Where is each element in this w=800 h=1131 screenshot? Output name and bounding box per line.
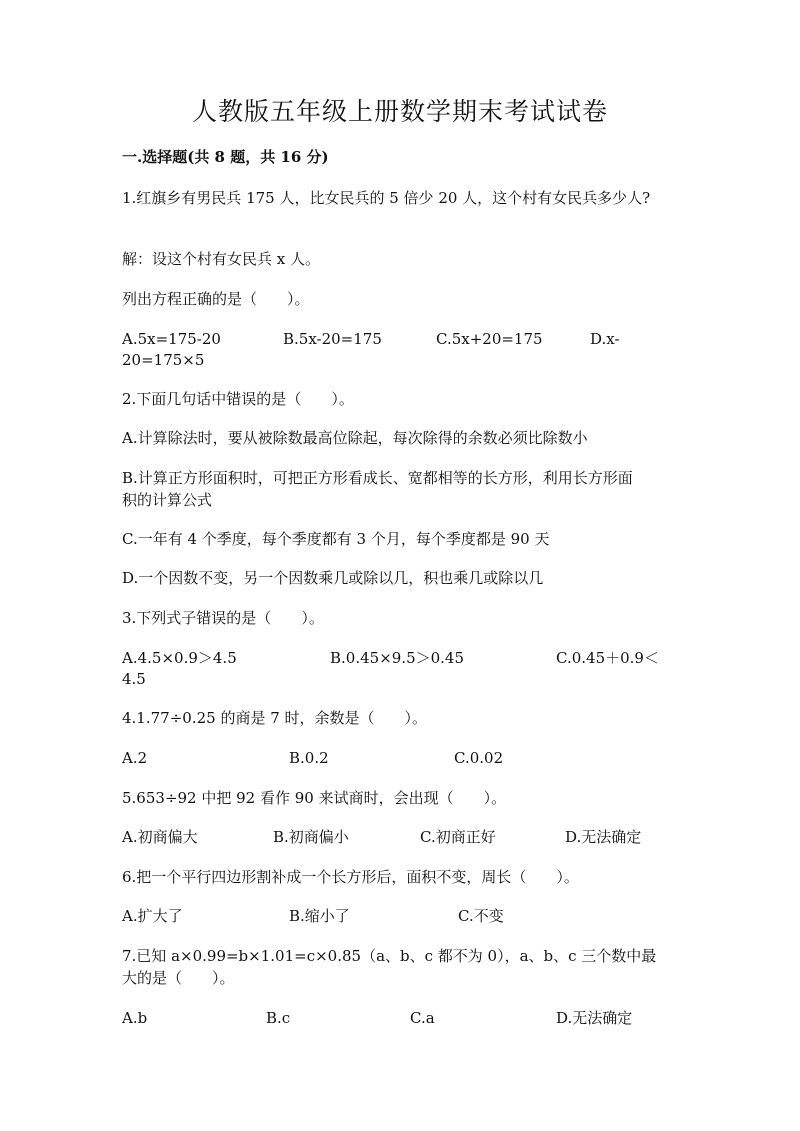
q1-option-c: C.5x+20=175: [436, 330, 543, 348]
q7-stem: 7.已知 a×0.99=b×1.01=c×0.85（a、b、c 都不为 0），a、b、c 三个数中最: [122, 947, 657, 965]
q5-option-c: C.初商正好: [420, 828, 496, 846]
q2-option-b-cont: 积的计算公式: [122, 491, 213, 509]
q7-option-d: D.无法确定: [556, 1009, 633, 1027]
q7-option-c: C.a: [410, 1009, 435, 1027]
q1-option-a: A.5x=175-20: [122, 330, 221, 348]
q5-option-b: B.初商偏小: [273, 828, 349, 846]
page-title: 人教版五年级上册数学期末考试试卷: [191, 97, 608, 126]
q2-option-c: C.一年有 4 个季度，每个季度都有 3 个月，每个季度都是 90 天: [122, 530, 550, 548]
q1-solution: 解：设这个村有女民兵 x 人。: [122, 250, 320, 268]
q6-option-a: A.扩大了: [122, 907, 183, 925]
q7-stem-cont: 大的是（ ）。: [122, 969, 235, 987]
q3-option-c: C.0.45＋0.9＜: [556, 649, 659, 667]
q2-option-b: B.计算正方形面积时，可把正方形看成长、宽都相等的长方形，利用长方形面: [122, 469, 633, 487]
q3-option-a: A.4.5×0.9＞4.5: [122, 649, 237, 667]
q2-stem: 2.下面几句话中错误的是（ ）。: [122, 390, 354, 408]
q6-option-c: C.不变: [458, 907, 504, 925]
q5-option-a: A.初商偏大: [122, 828, 198, 846]
q2-option-d: D.一个因数不变，另一个因数乘几或除以几，积也乘几或除以几: [122, 569, 544, 587]
q6-option-b: B.缩小了: [289, 907, 350, 925]
q4-option-b: B.0.2: [289, 749, 329, 767]
q3-option-b: B.0.45×9.5＞0.45: [330, 649, 465, 667]
q1-stem: 1.红旗乡有男民兵 175 人，比女民兵的 5 倍少 20 人，这个村有女民兵多少人?: [122, 189, 651, 207]
q3-stem: 3.下列式子错误的是（ ）。: [122, 609, 324, 627]
q7-option-a: A.b: [122, 1009, 148, 1027]
q7-option-b: B.c: [266, 1009, 291, 1027]
q1-option-b: B.5x-20=175: [283, 330, 382, 348]
q2-option-a: A.计算除法时，要从被除数最高位除起，每次除得的余数必须比除数小: [122, 429, 588, 447]
q1-option-d: D.x-: [590, 330, 620, 348]
q5-option-d: D.无法确定: [565, 828, 642, 846]
q1-prompt: 列出方程正确的是（ ）。: [122, 290, 310, 308]
q4-option-a: A.2: [122, 749, 148, 767]
q4-option-c: C.0.02: [454, 749, 504, 767]
section-heading: 一.选择题(共 8 题，共 16 分): [122, 148, 329, 166]
q5-stem: 5.653÷92 中把 92 看作 90 来试商时，会出现（ ）。: [122, 789, 507, 807]
q4-stem: 4.1.77÷0.25 的商是 7 时，余数是（ ）。: [122, 709, 428, 727]
q3-option-c-cont: 4.5: [122, 670, 146, 688]
q1-option-d-cont: 20=175×5: [122, 351, 205, 369]
q6-stem: 6.把一个平行四边形割补成一个长方形后，面积不变，周长（ ）。: [122, 868, 579, 886]
